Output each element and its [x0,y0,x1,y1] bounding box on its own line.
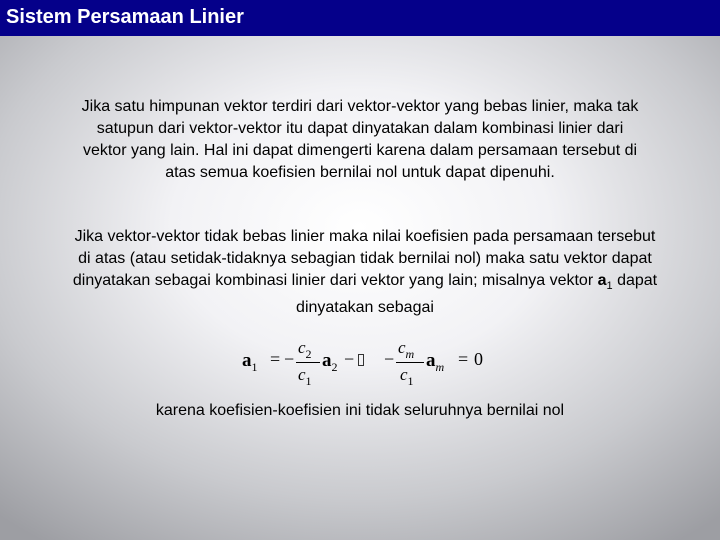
slide-title: Sistem Persamaan Linier [6,6,244,28]
eq-lhs [242,350,258,375]
eq-lhs-var: a [242,350,252,371]
frac2-denominator [400,365,414,389]
frac1-denominator [298,365,312,389]
eq-term-a2-var: a [322,350,332,371]
eq-equals-2: = [458,349,469,369]
frac2-den-sub: 1 [407,374,414,388]
eq-term-am-sub: m [435,360,445,374]
paragraph-dependence-text: Jika vektor-vektor tidak bebas linier maka nilai koefisien pada persamaan tersebut di atas (atau setidak-tidaknya sebagian tidak bernilai nol) maka satu vektor dapat dinyatakan sebagai kombinasi linier dari vektor yang lain; misalnya vektor [72,228,656,289]
frac1-den-sub: 1 [305,374,312,388]
eq-equals: = [270,349,281,369]
paragraph-dependence [70,226,660,319]
frac2-den-var: c [400,365,408,384]
frac1-den-var: c [298,365,306,384]
title-bar [0,0,720,36]
equation-a1 [238,338,498,390]
eq-minus-3: − [384,349,395,369]
paragraph-dependence-tail: dapat dinyatakan sebagai [296,272,658,317]
eq-term-a2 [322,350,338,375]
eq-term-am-var: a [426,350,436,371]
paragraph-independence: Jika satu himpunan vektor terdiri dari vektor-vektor yang bebas linier, maka tak satupun dari vektor-vektor itu dapat dinyatakan dalam kombinasi linier dari vektor yang lain. Hal ini dapat dimengerti karena dalam persamaan tersebut di atas semua koefisien bernilai nol untuk dapat dipenuhi. [81,98,639,181]
frac2-numerator [398,338,414,362]
frac2-line [396,362,424,363]
eq-lhs-sub: 1 [251,360,258,374]
eq-rhs: 0 [474,349,483,369]
frac1-line [296,362,320,363]
paragraph-conclusion: karena koefisien-koefisien ini tidak seluruhnya bernilai nol [155,402,565,419]
eq-term-a2-sub: 2 [331,360,338,374]
frac2-num-var: c [398,338,406,357]
frac1-num-var: c [298,338,306,357]
eq-term-am [426,350,444,375]
eq-minus-1: − [284,349,295,369]
vector-a1-sub: 1 [606,280,613,293]
frac1-numerator [298,338,312,362]
vector-a1-var: a [597,272,607,289]
frac2-num-sub: m [405,347,415,361]
frac1-num-sub: 2 [305,347,312,361]
eq-minus-2: − [344,349,355,369]
missing-glyph-icon [358,354,364,366]
